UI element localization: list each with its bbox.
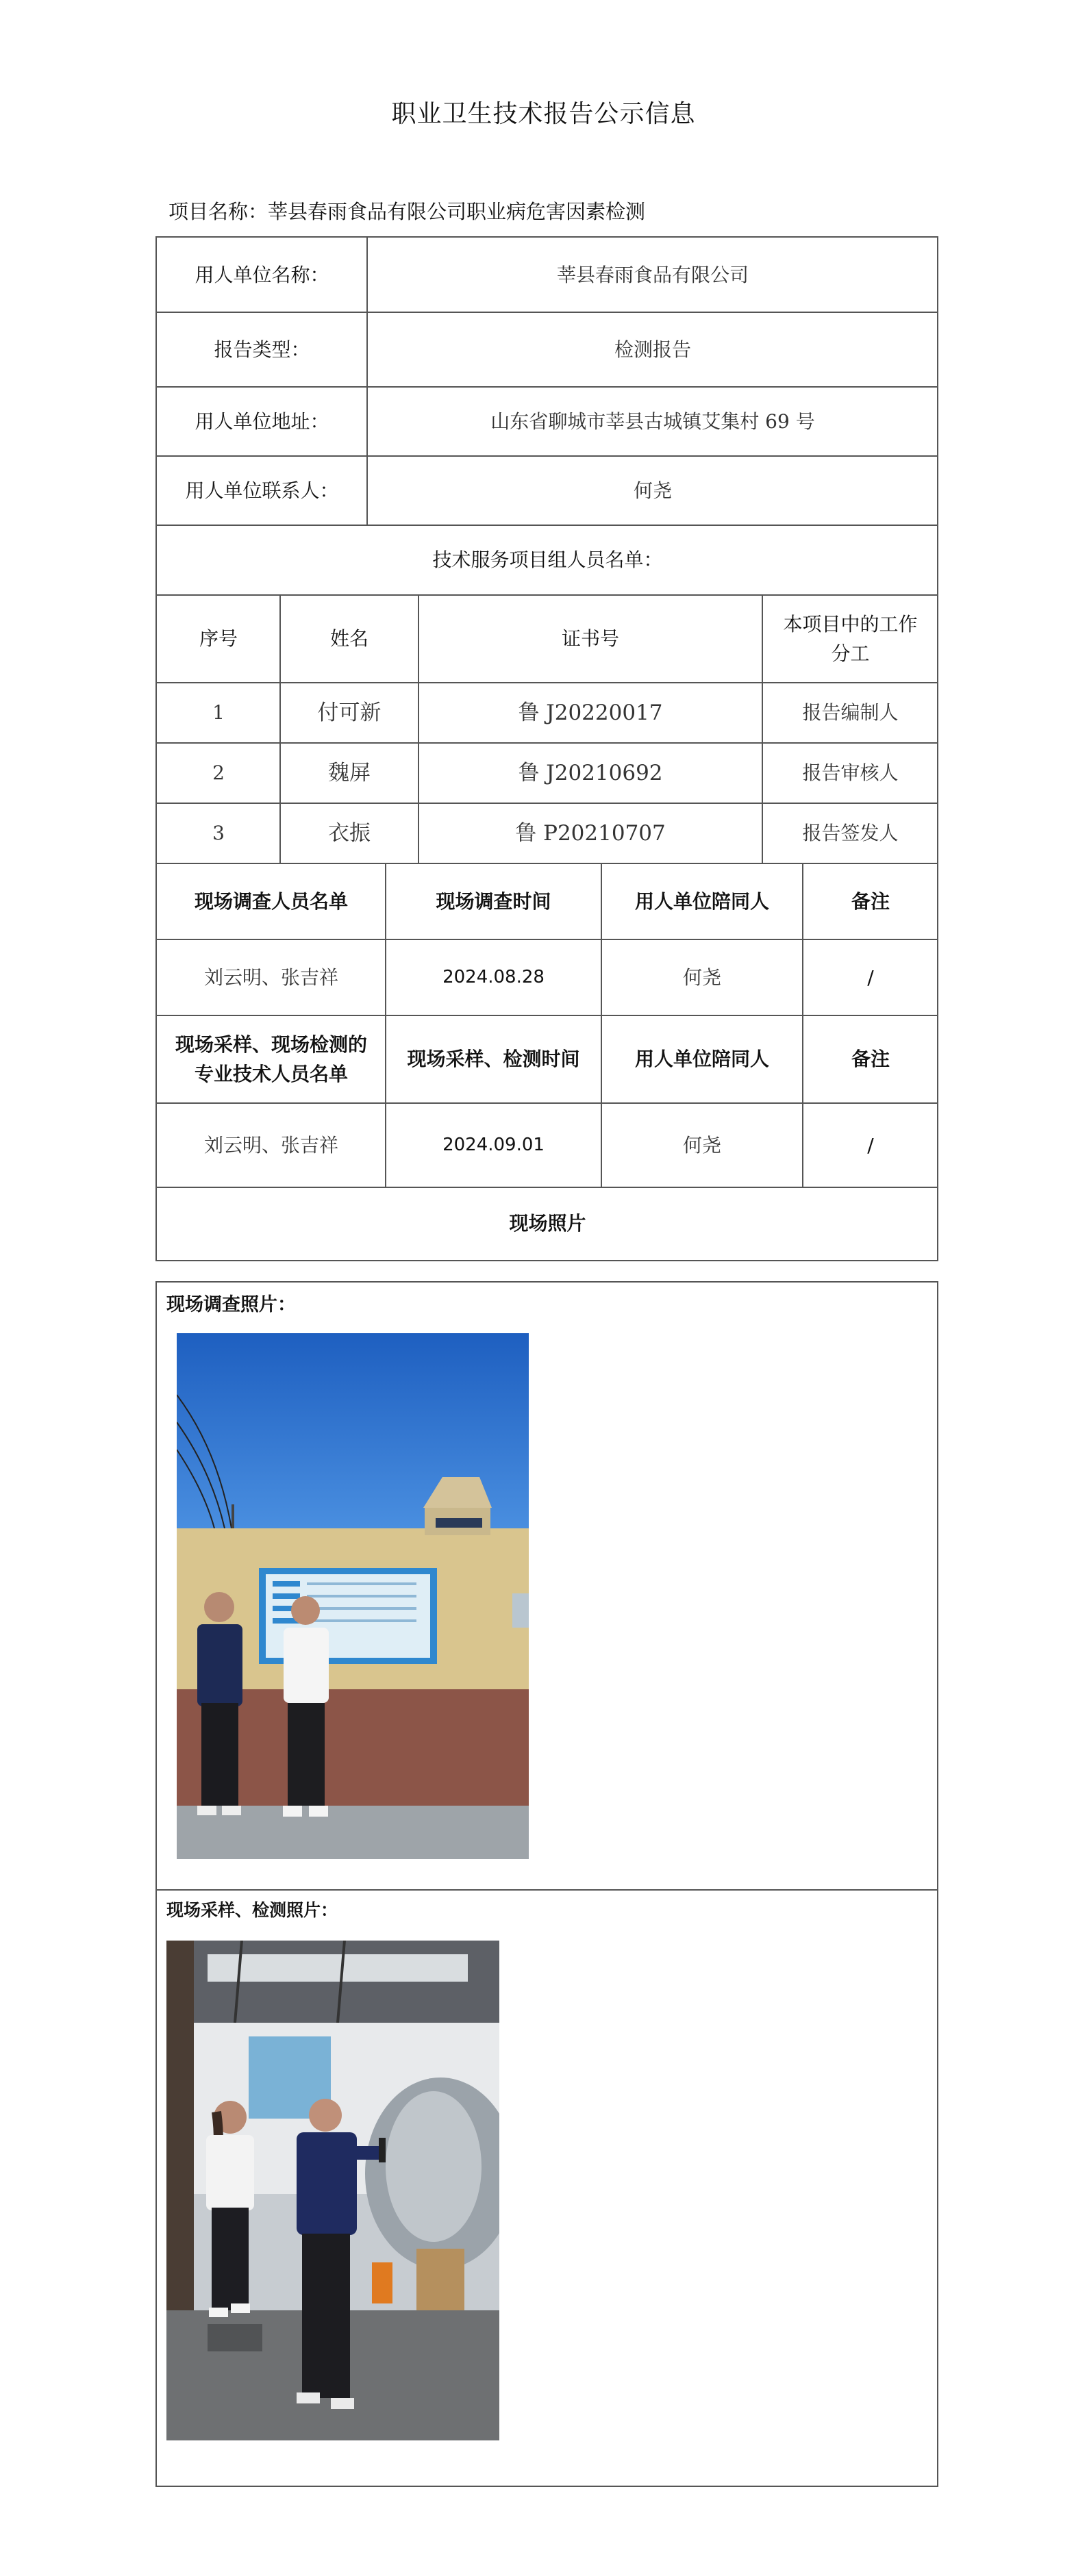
team-row-1-certificate: 鲁 J20220017 [518,700,663,725]
survey-header-staff: 现场调查人员名单 [194,889,348,913]
info-value-unit-name: 莘县春雨食品有限公司 [556,263,749,286]
team-row-2-index: 2 [212,761,225,785]
info-value-address: 山东省聊城市莘县古城镇艾集村 69 号 [490,409,815,433]
photos-heading: 现场照片 [509,1212,586,1235]
survey-header-remark: 备注 [851,889,890,913]
info-value-report-type: 检测报告 [614,338,691,361]
sampling-time: 2024.09.01 [442,1135,545,1156]
sampling-header-time: 现场采样、检测时间 [407,1048,580,1071]
photo-box [155,1281,938,2487]
project-label: 项目名称： [168,200,268,223]
sampling-header-escort: 用人单位陪同人 [634,1048,769,1071]
team-row-2-name: 魏屏 [328,760,371,785]
team-header-role: 本项目中的工作分工 [783,612,918,665]
report-info-table [155,236,938,1261]
page-title: 职业卫生技术报告公示信息 [391,100,696,128]
team-row-2-role: 报告审核人 [802,761,899,785]
info-label-report-type: 报告类型： [214,338,310,361]
sampling-staff: 刘云明、张吉祥 [203,1133,338,1157]
team-heading: 技术服务项目组人员名单： [432,548,663,572]
survey-header-escort: 用人单位陪同人 [634,889,769,913]
info-value-contact: 何尧 [633,479,672,502]
project-name-line [168,197,645,225]
sampling-escort: 何尧 [682,1133,721,1157]
team-row-2-certificate: 鲁 J20210692 [518,760,663,785]
team-row-3-role: 报告签发人 [802,822,899,845]
sampling-remark: / [867,1133,874,1157]
team-row-1-name: 付可新 [317,700,382,725]
survey-photo-image [177,1333,529,1859]
survey-escort: 何尧 [682,965,721,989]
survey-remark: / [867,965,874,989]
team-row-3-certificate: 鲁 P20210707 [515,820,666,846]
team-header-certificate: 证书号 [561,627,619,651]
info-label-address: 用人单位地址： [195,409,329,433]
team-row-1-role: 报告编制人 [802,701,899,724]
survey-header-time: 现场调查时间 [436,889,551,913]
team-header-index: 序号 [199,627,238,651]
team-header-name: 姓名 [329,627,368,651]
team-row-3-name: 衣振 [328,820,371,846]
project-value: 莘县春雨食品有限公司职业病危害因素检测 [268,200,646,223]
survey-time: 2024.08.28 [442,967,545,988]
sampling-photo [166,1941,499,2440]
sampling-photo-label: 现场采样、检测照片： [166,1900,338,1920]
sampling-photo-image [166,1941,499,2440]
survey-photo-label: 现场调查照片： [166,1294,296,1315]
team-row-3-index: 3 [212,822,225,845]
survey-photo [177,1333,529,1859]
sampling-header-staff: 现场采样、现场检测的专业技术人员名单 [175,1033,367,1085]
info-label-unit-name: 用人单位名称： [195,263,329,286]
sampling-header-remark: 备注 [851,1048,890,1071]
survey-staff: 刘云明、张吉祥 [203,965,338,989]
info-label-contact: 用人单位联系人： [185,479,339,502]
team-row-1-index: 1 [212,701,225,724]
